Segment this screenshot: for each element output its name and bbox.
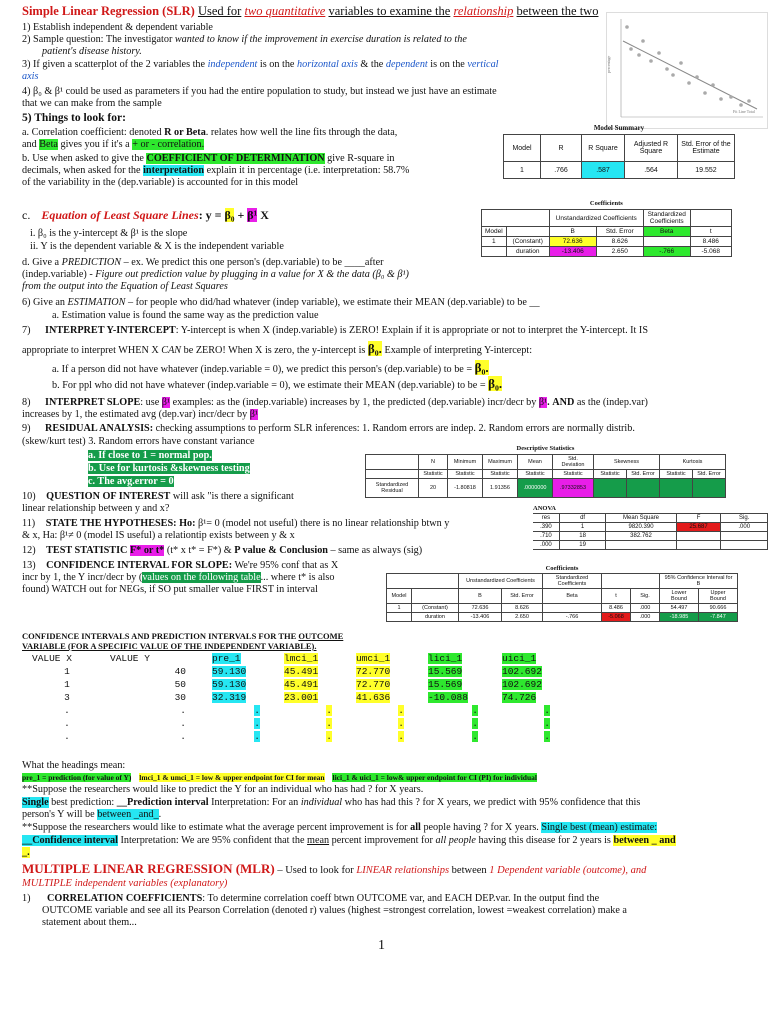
item-5d-cont2: from the output into the Equation of Least Squares [22,281,228,292]
ci-row: 3 30 32.319 23.001 41.636 -10.088 74.726 [64,692,537,703]
coefficients-table: Unstandardized Coefficients Standardized Coefficients Model B Std. Error Beta t 1 (Constant) 72.636 8.626 8.486 duration -13.406 2.650 -.766 -5.068 [481,209,732,257]
item-5b-cont: decimals, when asked for the interpretation explain it in percentage (i.e. interpretation: 58.7% [22,165,410,176]
anova-title: ANOVA [533,505,556,512]
scatterplot-svg [607,13,767,128]
mlr-item-1-cont2: statement about them... [42,917,137,928]
item-9b: b. Use for kurtosis &skewness testing [88,463,250,474]
item-1: 1) Establish independent & dependent variable [22,22,213,33]
scatterplot [606,12,768,129]
headings-intro: What the headings mean: [22,760,126,771]
item-4: 4) β₀ & β¹ could be used as parameters if you had the entire population to study, but instead we just have an estimate [22,86,497,97]
scatter-ylabel: percentage [606,55,611,73]
item-10: 10) QUESTION OF INTEREST will ask "is there a significant [22,491,294,502]
mlr-header: MULTIPLE LINEAR REGRESSION (MLR) – Used to look for LINEAR relationships between 1 Dependent variable (outcome), and [22,861,647,876]
coefficients-title: Coefficients [589,200,623,207]
item-5b: b. Use when asked to give the COEFFICIENT OF DETERMINATION give R-square in [22,153,395,164]
header-line: Simple Linear Regression (SLR) Used for two quantitative variables to examine the relationship between the two [22,4,599,18]
item-13-cont2: found) WATCH out for NEGs, if SO put smaller value FIRST in interval [22,584,318,595]
item-3: 3) If given a scatterplot of the 2 variables the independent is on the horizontal axis & the dependent is on the vertical [22,59,499,70]
ci-table-block [28,652,570,743]
ci-row: . . . . . . . [64,731,550,742]
mlr-title: MULTIPLE LINEAR REGRESSION (MLR) [22,861,275,876]
item-10-cont: linear relationship between y and x? [22,503,170,514]
ci-row: . . . . . . . [64,705,550,716]
confidence-interval-cont: _. [22,847,30,858]
coefficients-ci-block [386,565,738,622]
single-prediction: Single best prediction: __Prediction interval Interpretation: For an individual who has had this ? for X years, we predict with 95% confidence that this [22,797,641,808]
mlr-subtitle: MULTIPLE independent variables (explanatory) [22,878,228,889]
anova-table: res df Mean Square F Sig. .390 1 9820.390 25.687 .000 .710 18 382.762 .000 19 [533,513,768,550]
item-5d: d. Give a PREDICTION – ex. We predict this one person's (dep.variable) to be ____after [22,257,384,268]
item-5b-cont2: of the variability in the (dep.variable) is accounted for in this model [22,177,299,188]
item-5a-cont: and Beta gives you if it's a + or - correlation. [22,139,205,150]
item-5c-i: i. β₀ is the y-intercept & β¹ is the slope [30,228,188,239]
model-summary-block [503,124,735,179]
scatter-legend: Fit Line Total [733,109,755,114]
coefficients-ci-title: Coefficients [545,565,579,572]
ci-section-title-2: VARIABLE (FOR A SPECIFIC VALUE OF THE INDEPENDENT VARIABLE). [22,641,317,651]
ci-row: . . . . . . . [64,718,550,729]
item-9a: a. If close to 1 = normal pop. [88,450,212,461]
anova-block [533,505,768,550]
item-2-cont: patient's disease history. [42,46,142,57]
item-12: 12) TEST STATISTIC F* or t* (t* x t* = F*) & P value & Conclusion – same as always (sig) [22,545,423,556]
ci-row: 1 40 59.130 45.491 72.770 15.569 102.692 [64,666,542,677]
ci-section-title: CONFIDENCE INTERVALS AND PREDICTION INTERVALS FOR THE OUTCOME [22,631,344,641]
item-6a: a. Estimation value is found the same way as the prediction value [52,310,319,321]
descriptive-table: N Minimum Maximum Mean Std. Deviation Skewness Kurtosis Statistic Statistic Statistic Statistic Statistic Statistic Std. Error Statistic Std. Error Standardized Residual 20 -1.80818 1.91356 .0000000 .97332853 [365,454,726,498]
model-summary-table: Model R R Square Adjusted R Square Std. Error of the Estimate 1 .766 .587 .564 19.552 [503,134,735,179]
item-11-cont: & x, Ha: β¹≠ 0 (model IS useful) a relationtip exists between y & x [22,530,295,541]
item-7-cont: appropriate to interpret WHEN X CAN be ZERO! When X is zero, the y-intercept is β₀. Example of interpreting Y-intercept: [22,341,533,356]
doc-title: Simple Linear Regression (SLR) [22,4,195,18]
item-4-cont: that we can make from the sample [22,98,162,109]
item-5c-ii: ii. Y is the dependent variable & X is the independent variable [30,241,284,252]
headings-legend: pre_1 = prediction (for value of Y) lmci_1 & umci_1 = low & upper endpoint for CI for mean lici_1 & uici_1 = low& upper endpoint for CI (PI) for individual [22,773,537,782]
item-7b: b. For ppl who did not have whatever (indep.variable = 0), we estimate their MEAN (dep.variable) to be = β₀. [52,376,503,391]
item-5d-cont: (indep.variable) - Figure out prediction value by plugging in a value for X & the data (β₀ & β¹) [22,269,409,280]
item-5-heading: 5) Things to look for: [22,112,126,124]
item-6: 6) Give an ESTIMATION – for people who did/had whatever (indep variable), we estimate their MEAN (dep.variable) to be __ [22,297,540,308]
item-8: 8) INTERPRET SLOPE: use β¹ examples: as the (indep.variable) increases by 1, the predicted (dep.variable) incr/decr by β¹. AND as the (indep.var) [22,397,648,408]
item-7: 7) INTERPRET Y-INTERCEPT: Y-intercept is when X (indep.variable) is ZERO! Explain if it is appropriate or not to interpret the Y-intercept. It IS [22,325,648,336]
item-9c: c. The avg.error = 0 [88,476,174,487]
item-13: 13) CONFIDENCE INTERVAL FOR SLOPE: We're 95% conf that as X [22,560,339,571]
item-5a: a. Correlation coefficient: denoted R or Beta. relates how well the line fits through the data, [22,127,398,138]
suppose-mean: **Suppose the researchers would like to estimate what the average percent improvement is for all people having ? for X years. Single best (mean) estimate: [22,822,658,833]
coefficients-ci-table: Unstandardized Coefficients Standardized Coefficients 95% Confidence Interval for B Model B Std. Error Beta t Sig. Lower Bound Upper Bound 1 (Constant) 72.636 8.626 8.486 .000 54.497 90.666 duration -13.406 2.650 -.766 -5.068 .000 -18.985 -7.847 [386,573,738,622]
descriptive-title: Descriptive Statistics [516,445,575,452]
model-summary-title: Model Summary [593,124,645,132]
coefficients-block [481,200,732,257]
confidence-interval-line: __Confidence interval Interpretation: We are 95% confident that the mean percent improvement for all people having this disease for 2 years is between _ and [22,835,676,846]
ci-row: 1 50 59.130 45.491 72.770 15.569 102.692 [64,679,542,690]
item-3-cont: axis [22,71,39,82]
item-5c: c. Equation of Least Square Lines: y = β₀ + β¹ X [22,208,269,222]
item-2: 2) Sample question: The investigator wanted to know if the improvement in exercise duration is related to the [22,34,467,45]
item-9-cont: (skew/kurt test) 3. Random errors have constant variance [22,436,255,447]
descriptive-block [365,445,726,498]
prediction-cont: person's Y will be between _and_. [22,809,162,820]
page-number: 1 [378,938,385,953]
mlr-item-1: 1) CORRELATION COEFFICIENTS: To determine correlation coeff btwn OUTCOME var, and EACH DEP.var. In the output find the [22,893,600,904]
item-9: 9) RESIDUAL ANALYSIS: checking assumptions to perform SLR inferences: 1. Random errors are indep. 2. Random errors are normally distrib. [22,423,635,434]
ci-table: VALUE X VALUE Y pre_1 lmci_1 umci_1 lici_1 uici_1 1 40 59.130 45.491 72.770 15.569 102.692 1 50 59.130 45.491 72.770 15.569 102.692 3 30 32.319 23.001 41.636 -10.088 74.726 . . . . . . . . . . . . . . . . . . . . . [28,652,570,743]
suppose-individual: **Suppose the researchers would like to predict the Y for an individual who has had ? for X years. [22,784,424,795]
item-11: 11) STATE THE HYPOTHESES: Ho: β¹= 0 (model not useful) there is no linear relationship btwn y [22,518,450,529]
item-7a: a. If a person did not have whatever (indep.variable = 0), we predict this person's (dep.variable) to be = β₀. [52,360,489,375]
item-13-cont: incr by 1, the Y incr/decr by (values on the following table... where t* is also [22,572,335,583]
item-8-cont: increases by 1, the estimated avg (dep.var) incr/decr by β¹ [22,409,258,420]
mlr-item-1-cont: OUTCOME variable and see all its Pearson Correlation (denoted r) values (highest =strongest correlation, lowest =weakest correlation) make a [42,905,627,916]
